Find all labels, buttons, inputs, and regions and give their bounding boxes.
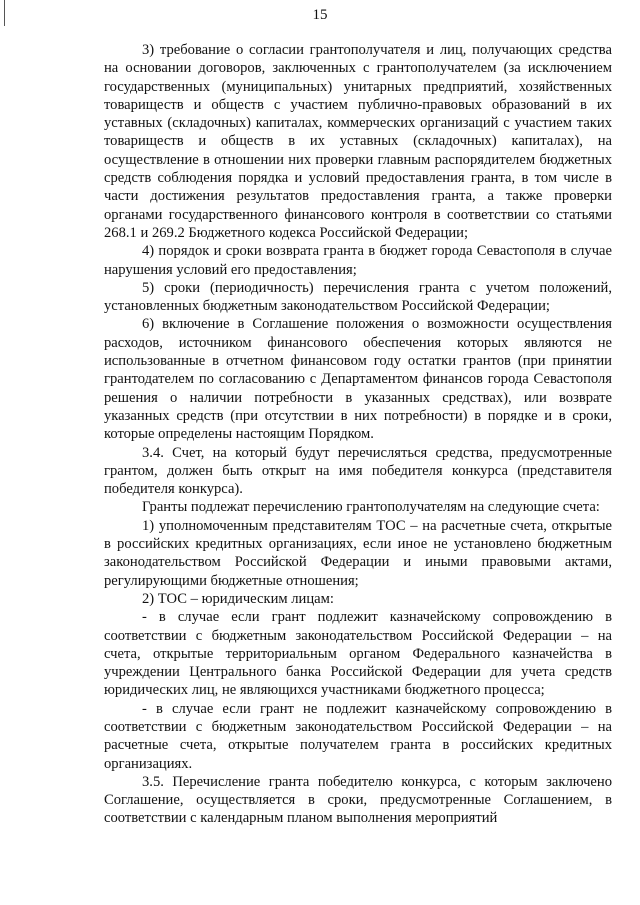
paragraph-treasury-support: - в случае если грант подлежит казначейскому сопровождению в соответствии с бюджетным законодательством Российской Федерации – на счета, открытые территориальным органом Федерального казначейства в учреждении Центрального банка Российской Федерации для учета средств юридических лиц, не являющихся участниками бюджетного процесса; (104, 609, 612, 699)
paragraph-3-4: 3.4. Счет, на который будут перечисляться средства, предусмотренные грантом, должен быть открыт на имя победителя конкурса (представителя победителя конкурса). (104, 444, 612, 498)
paragraph-account-tos-representatives: 1) уполномоченным представителям ТОС – на расчетные счета, открытые в российских кредитных организациях, если иное не установлено бюджетным законодательством Российской Федерации и иными правовыми актами, регулирующими бюджетные отношения; (104, 517, 612, 589)
paragraph-grants-intro: Гранты подлежат перечислению грантополучателям на следующие счета: (142, 499, 600, 516)
paragraph-item-4: 4) порядок и сроки возврата гранта в бюджет города Севастополя в случае нарушения условий его предоставления; (104, 243, 612, 278)
paragraph-3-5: 3.5. Перечисление гранта победителю конкурса, с которым заключено Соглашение, осуществляется в сроки, предусмотренные Соглашением, в соответствии с календарным планом выполнения мероприятий (104, 773, 612, 827)
paragraph-item-5: 5) сроки (периодичность) перечисления гранта с учетом положений, установленных бюджетным законодательством Российской Федерации; (104, 279, 612, 315)
paragraph-no-treasury-support: - в случае если грант не подлежит казначейскому сопровождению в соответствии с бюджетным законодательством Российской Федерации – на расчетные счета, открытые получателем гранта в российских кредитных организациях. (104, 700, 612, 772)
paragraph-account-tos-legal: 2) ТОС – юридическим лицам: (142, 590, 334, 607)
paragraph-item-3: 3) требование о согласии грантополучателя и лиц, получающих средства на основании договоров, заключенных с грантополучателем (за исключением государственных (муниципальных) унитарных предприятий, хозяйственных товариществ и обществ с участием публично-правовых образований в их уставных (складочных) капиталах, коммерческих организаций с участием таких товариществ и обществ в их уставных (складочных) капиталах), на осуществление в отношении них проверки главным распорядителем бюджетных средств соблюдения порядка и условий предоставления гранта, в том числе в части достижения результатов предоставления гранта, а также проверки органами государственного финансового контроля в соответствии со статьями 268.1 и 269.2 Бюджетного кодекса Российской Федерации; (104, 42, 612, 241)
paragraph-item-6: 6) включение в Соглашение положения о возможности осуществления расходов, источником финансового обеспечения которых являются не использованные в отчетном финансовом году остатки грантов (при принятии грантодателем по согласованию с Департаментом финансов города Севастополя решения о наличии потребности в указанных средствах), или возврате указанных средств (при отсутствии в них потребности) в порядке и в сроки, которые определены настоящим Порядком. (104, 316, 612, 443)
document-body (104, 41, 612, 828)
page-number: 15 (312, 7, 328, 23)
